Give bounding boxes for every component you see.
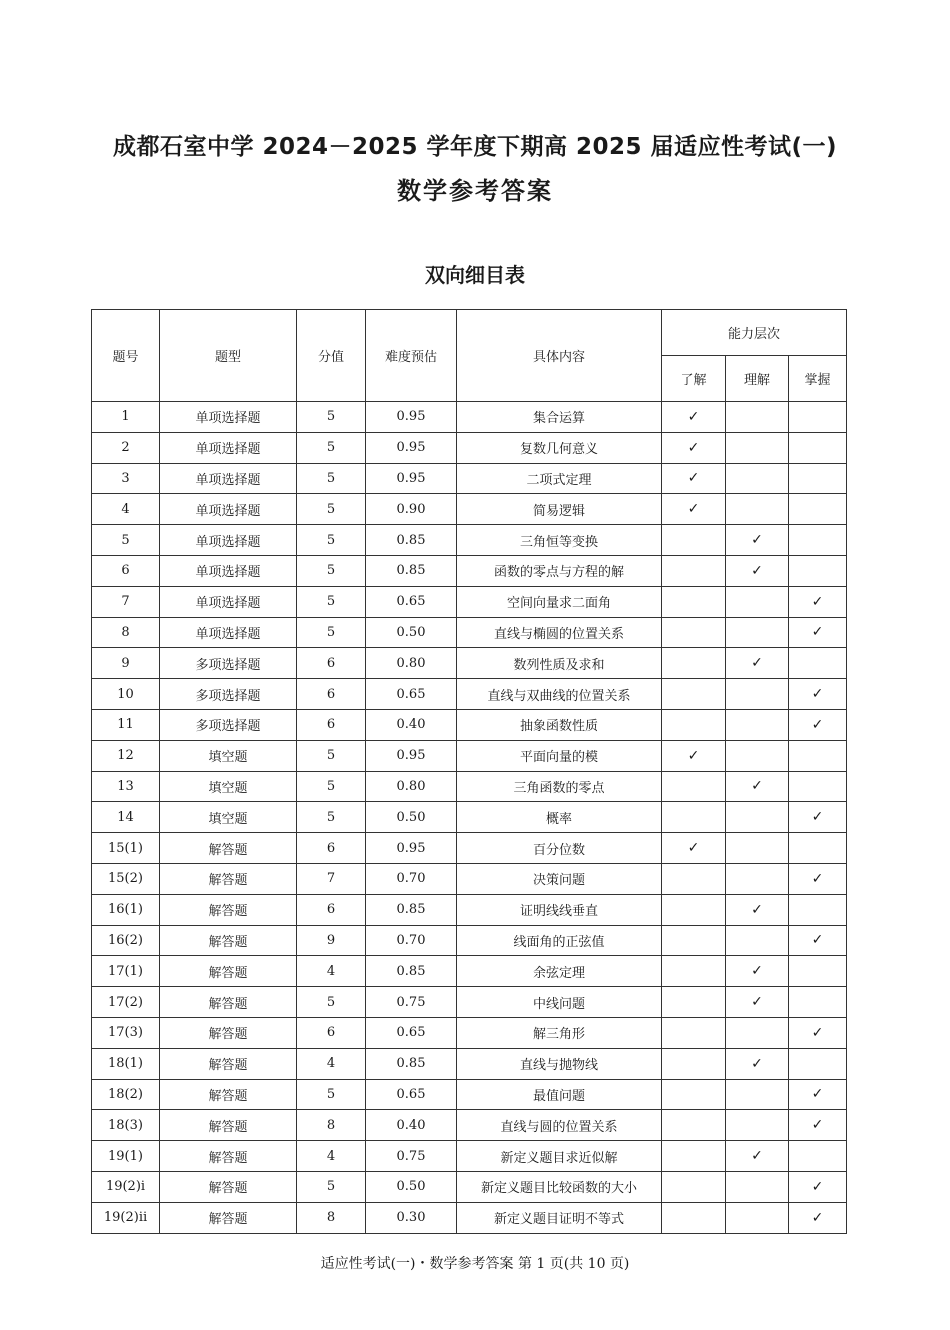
cell-understand (662, 709, 726, 740)
check-mark-icon: ✓ (751, 963, 763, 980)
cell-comprehend (726, 987, 789, 1018)
cell-master (789, 555, 847, 586)
cell-comprehend (726, 1202, 789, 1233)
cell-difficulty: 0.50 (366, 617, 457, 648)
cell-type: 解答题 (160, 1048, 297, 1079)
table-row (92, 494, 847, 525)
cell-score: 6 (297, 1017, 366, 1048)
cell-score: 5 (297, 740, 366, 771)
table-body (92, 402, 847, 1234)
cell-master (789, 432, 847, 463)
cell-content: 新定义题目求近似解 (457, 1141, 662, 1172)
cell-content: 直线与抛物线 (457, 1048, 662, 1079)
check-mark-icon: ✓ (751, 901, 763, 918)
cell-score: 5 (297, 1079, 366, 1110)
table-title: 双向细目表 (425, 263, 525, 287)
cell-no: 19(1) (92, 1141, 160, 1172)
cell-score: 8 (297, 1202, 366, 1233)
table-row (92, 833, 847, 864)
check-mark-icon: ✓ (751, 655, 763, 672)
cell-no: 8 (92, 617, 160, 648)
cell-understand (662, 1017, 726, 1048)
cell-difficulty: 0.85 (366, 555, 457, 586)
cell-comprehend (726, 494, 789, 525)
check-mark-icon: ✓ (811, 1209, 824, 1226)
cell-understand (662, 679, 726, 710)
header-difficulty: 难度预估 (366, 310, 457, 402)
cell-type: 单项选择题 (160, 555, 297, 586)
page-footer: 适应性考试(一)・数学参考答案 第 1 页(共 10 页) (320, 1256, 630, 1272)
cell-content: 决策问题 (457, 863, 662, 894)
cell-type: 多项选择题 (160, 648, 297, 679)
specification-table (91, 309, 847, 1234)
check-mark-icon: ✓ (811, 716, 824, 733)
cell-score: 5 (297, 525, 366, 556)
cell-type: 解答题 (160, 956, 297, 987)
cell-understand (662, 1048, 726, 1079)
cell-type: 单项选择题 (160, 617, 297, 648)
check-mark-icon: ✓ (811, 686, 824, 703)
cell-score: 7 (297, 863, 366, 894)
check-mark-icon: ✓ (687, 840, 700, 857)
cell-no: 4 (92, 494, 160, 525)
check-mark-icon: ✓ (751, 778, 763, 795)
cell-comprehend (726, 1171, 789, 1202)
cell-type: 解答题 (160, 863, 297, 894)
check-mark-icon: ✓ (811, 624, 824, 641)
cell-master (789, 1079, 847, 1110)
check-mark-icon: ✓ (751, 1055, 763, 1072)
cell-master (789, 863, 847, 894)
cell-difficulty: 0.65 (366, 586, 457, 617)
cell-comprehend (726, 679, 789, 710)
cell-difficulty: 0.95 (366, 432, 457, 463)
cell-score: 5 (297, 463, 366, 494)
cell-type: 解答题 (160, 1141, 297, 1172)
cell-master (789, 586, 847, 617)
cell-difficulty: 0.80 (366, 648, 457, 679)
cell-score: 4 (297, 1141, 366, 1172)
cell-difficulty: 0.65 (366, 1017, 457, 1048)
cell-understand (662, 525, 726, 556)
cell-score: 5 (297, 432, 366, 463)
cell-difficulty: 0.70 (366, 925, 457, 956)
cell-no: 15(2) (92, 863, 160, 894)
table-row (92, 987, 847, 1018)
cell-master (789, 771, 847, 802)
cell-understand (662, 432, 726, 463)
cell-content: 新定义题目比较函数的大小 (457, 1171, 662, 1202)
cell-comprehend (726, 894, 789, 925)
cell-master (789, 925, 847, 956)
header-type: 题型 (160, 310, 297, 402)
cell-no: 16(1) (92, 894, 160, 925)
cell-master (789, 1017, 847, 1048)
check-mark-icon: ✓ (811, 1178, 824, 1195)
header-content: 具体内容 (457, 310, 662, 402)
cell-understand (662, 402, 726, 433)
check-mark-icon: ✓ (811, 593, 824, 610)
table-row (92, 555, 847, 586)
cell-score: 5 (297, 987, 366, 1018)
cell-content: 新定义题目证明不等式 (457, 1202, 662, 1233)
cell-no: 14 (92, 802, 160, 833)
cell-content: 简易逻辑 (457, 494, 662, 525)
cell-type: 单项选择题 (160, 432, 297, 463)
cell-content: 直线与双曲线的位置关系 (457, 679, 662, 710)
cell-difficulty: 0.40 (366, 709, 457, 740)
cell-understand (662, 987, 726, 1018)
cell-master (789, 956, 847, 987)
cell-content: 解三角形 (457, 1017, 662, 1048)
check-mark-icon: ✓ (811, 809, 824, 826)
cell-type: 单项选择题 (160, 463, 297, 494)
table-row (92, 432, 847, 463)
cell-score: 5 (297, 402, 366, 433)
cell-master (789, 802, 847, 833)
cell-content: 三角恒等变换 (457, 525, 662, 556)
cell-score: 6 (297, 833, 366, 864)
cell-comprehend (726, 586, 789, 617)
cell-type: 填空题 (160, 740, 297, 771)
check-mark-icon: ✓ (811, 1086, 824, 1103)
cell-score: 6 (297, 679, 366, 710)
table-row (92, 648, 847, 679)
cell-difficulty: 0.95 (366, 463, 457, 494)
cell-type: 解答题 (160, 894, 297, 925)
cell-difficulty: 0.85 (366, 525, 457, 556)
cell-difficulty: 0.70 (366, 863, 457, 894)
cell-master (789, 740, 847, 771)
cell-content: 概率 (457, 802, 662, 833)
header-comprehend: 理解 (726, 356, 789, 402)
cell-comprehend (726, 802, 789, 833)
cell-difficulty: 0.30 (366, 1202, 457, 1233)
table-row (92, 1202, 847, 1233)
check-mark-icon: ✓ (751, 1148, 763, 1165)
cell-content: 复数几何意义 (457, 432, 662, 463)
cell-understand (662, 863, 726, 894)
cell-understand (662, 956, 726, 987)
cell-comprehend (726, 1079, 789, 1110)
table-row (92, 1017, 847, 1048)
cell-comprehend (726, 648, 789, 679)
cell-difficulty: 0.50 (366, 802, 457, 833)
cell-no: 16(2) (92, 925, 160, 956)
cell-type: 填空题 (160, 771, 297, 802)
cell-type: 多项选择题 (160, 709, 297, 740)
cell-master (789, 1048, 847, 1079)
cell-understand (662, 1079, 726, 1110)
cell-comprehend (726, 956, 789, 987)
cell-no: 19(2)ⅰ (92, 1171, 160, 1202)
cell-score: 5 (297, 802, 366, 833)
cell-comprehend (726, 617, 789, 648)
cell-type: 解答题 (160, 987, 297, 1018)
cell-understand (662, 894, 726, 925)
cell-score: 4 (297, 956, 366, 987)
cell-content: 二项式定理 (457, 463, 662, 494)
cell-comprehend (726, 525, 789, 556)
cell-master (789, 402, 847, 433)
cell-comprehend (726, 771, 789, 802)
cell-type: 解答题 (160, 833, 297, 864)
cell-type: 解答题 (160, 1110, 297, 1141)
table-row (92, 894, 847, 925)
cell-master (789, 617, 847, 648)
cell-understand (662, 555, 726, 586)
table-row (92, 617, 847, 648)
cell-difficulty: 0.85 (366, 894, 457, 925)
cell-no: 17(3) (92, 1017, 160, 1048)
cell-master (789, 894, 847, 925)
check-mark-icon: ✓ (811, 1024, 824, 1041)
cell-score: 5 (297, 586, 366, 617)
check-mark-icon: ✓ (811, 870, 824, 887)
cell-score: 5 (297, 494, 366, 525)
table-row (92, 586, 847, 617)
cell-content: 中线问题 (457, 987, 662, 1018)
check-mark-icon: ✓ (751, 994, 763, 1011)
cell-content: 集合运算 (457, 402, 662, 433)
cell-score: 8 (297, 1110, 366, 1141)
cell-no: 9 (92, 648, 160, 679)
cell-understand (662, 833, 726, 864)
cell-no: 18(3) (92, 1110, 160, 1141)
table-row (92, 771, 847, 802)
check-mark-icon: ✓ (687, 501, 700, 518)
cell-comprehend (726, 1048, 789, 1079)
cell-type: 单项选择题 (160, 586, 297, 617)
table-row (92, 1048, 847, 1079)
table-row (92, 925, 847, 956)
exam-title: 成都石室中学 2024－2025 学年度下期高 2025 届适应性考试(一) (112, 134, 838, 160)
header-ability: 能力层次 (662, 310, 847, 356)
cell-understand (662, 1202, 726, 1233)
cell-type: 单项选择题 (160, 402, 297, 433)
check-mark-icon: ✓ (811, 1117, 824, 1134)
cell-understand (662, 1141, 726, 1172)
cell-type: 填空题 (160, 802, 297, 833)
cell-comprehend (726, 1110, 789, 1141)
cell-content: 百分位数 (457, 833, 662, 864)
table-row (92, 740, 847, 771)
header-score: 分值 (297, 310, 366, 402)
table-row (92, 402, 847, 433)
cell-difficulty: 0.85 (366, 956, 457, 987)
cell-comprehend (726, 709, 789, 740)
cell-type: 单项选择题 (160, 525, 297, 556)
cell-master (789, 1171, 847, 1202)
cell-master (789, 1110, 847, 1141)
cell-understand (662, 925, 726, 956)
cell-master (789, 525, 847, 556)
cell-comprehend (726, 555, 789, 586)
table-row (92, 1079, 847, 1110)
table-row (92, 863, 847, 894)
document-title: 数学参考答案 (397, 177, 553, 205)
table-row (92, 802, 847, 833)
cell-master (789, 1141, 847, 1172)
table-row (92, 525, 847, 556)
cell-understand (662, 740, 726, 771)
cell-understand (662, 1171, 726, 1202)
cell-understand (662, 802, 726, 833)
cell-no: 10 (92, 679, 160, 710)
cell-type: 解答题 (160, 1017, 297, 1048)
cell-score: 6 (297, 894, 366, 925)
cell-difficulty: 0.95 (366, 740, 457, 771)
cell-score: 6 (297, 648, 366, 679)
cell-comprehend (726, 863, 789, 894)
cell-content: 直线与圆的位置关系 (457, 1110, 662, 1141)
cell-score: 5 (297, 1171, 366, 1202)
cell-no: 3 (92, 463, 160, 494)
cell-score: 9 (297, 925, 366, 956)
cell-difficulty: 0.65 (366, 679, 457, 710)
check-mark-icon: ✓ (687, 470, 700, 487)
cell-no: 12 (92, 740, 160, 771)
cell-master (789, 833, 847, 864)
check-mark-icon: ✓ (751, 532, 763, 549)
cell-score: 5 (297, 771, 366, 802)
cell-difficulty: 0.95 (366, 402, 457, 433)
cell-comprehend (726, 432, 789, 463)
check-mark-icon: ✓ (751, 562, 763, 579)
cell-comprehend (726, 1141, 789, 1172)
table-row (92, 463, 847, 494)
cell-difficulty: 0.65 (366, 1079, 457, 1110)
cell-score: 5 (297, 555, 366, 586)
cell-difficulty: 0.80 (366, 771, 457, 802)
table-row (92, 709, 847, 740)
cell-difficulty: 0.75 (366, 987, 457, 1018)
cell-no: 19(2)ⅱ (92, 1202, 160, 1233)
cell-understand (662, 494, 726, 525)
cell-content: 最值问题 (457, 1079, 662, 1110)
cell-difficulty: 0.90 (366, 494, 457, 525)
header-no: 题号 (92, 310, 160, 402)
header-master: 掌握 (789, 356, 847, 402)
cell-master (789, 709, 847, 740)
check-mark-icon: ✓ (687, 439, 700, 456)
table-row (92, 1110, 847, 1141)
cell-understand (662, 771, 726, 802)
cell-comprehend (726, 740, 789, 771)
cell-master (789, 648, 847, 679)
cell-master (789, 463, 847, 494)
cell-type: 解答题 (160, 925, 297, 956)
cell-content: 证明线线垂直 (457, 894, 662, 925)
cell-no: 11 (92, 709, 160, 740)
cell-type: 解答题 (160, 1079, 297, 1110)
cell-difficulty: 0.75 (366, 1141, 457, 1172)
cell-content: 空间向量求二面角 (457, 586, 662, 617)
cell-score: 5 (297, 617, 366, 648)
cell-master (789, 1202, 847, 1233)
cell-score: 4 (297, 1048, 366, 1079)
table-row (92, 679, 847, 710)
cell-content: 函数的零点与方程的解 (457, 555, 662, 586)
cell-no: 17(1) (92, 956, 160, 987)
cell-content: 数列性质及求和 (457, 648, 662, 679)
cell-understand (662, 463, 726, 494)
cell-no: 18(2) (92, 1079, 160, 1110)
cell-content: 三角函数的零点 (457, 771, 662, 802)
check-mark-icon: ✓ (811, 932, 824, 949)
cell-content: 直线与椭圆的位置关系 (457, 617, 662, 648)
cell-difficulty: 0.50 (366, 1171, 457, 1202)
table-row (92, 1141, 847, 1172)
header-understand: 了解 (662, 356, 726, 402)
cell-understand (662, 648, 726, 679)
cell-score: 6 (297, 709, 366, 740)
cell-type: 解答题 (160, 1171, 297, 1202)
cell-content: 线面角的正弦值 (457, 925, 662, 956)
table-row (92, 1171, 847, 1202)
cell-comprehend (726, 1017, 789, 1048)
cell-no: 2 (92, 432, 160, 463)
cell-comprehend (726, 925, 789, 956)
cell-no: 15(1) (92, 833, 160, 864)
cell-content: 余弦定理 (457, 956, 662, 987)
check-mark-icon: ✓ (687, 408, 700, 425)
cell-difficulty: 0.85 (366, 1048, 457, 1079)
cell-master (789, 987, 847, 1018)
cell-understand (662, 1110, 726, 1141)
cell-comprehend (726, 463, 789, 494)
cell-difficulty: 0.40 (366, 1110, 457, 1141)
cell-type: 解答题 (160, 1202, 297, 1233)
cell-comprehend (726, 833, 789, 864)
cell-content: 抽象函数性质 (457, 709, 662, 740)
cell-no: 5 (92, 525, 160, 556)
cell-no: 7 (92, 586, 160, 617)
cell-no: 18(1) (92, 1048, 160, 1079)
check-mark-icon: ✓ (687, 747, 700, 764)
cell-no: 1 (92, 402, 160, 433)
cell-comprehend (726, 402, 789, 433)
cell-content: 平面向量的模 (457, 740, 662, 771)
cell-type: 单项选择题 (160, 494, 297, 525)
cell-type: 多项选择题 (160, 679, 297, 710)
cell-no: 13 (92, 771, 160, 802)
cell-understand (662, 617, 726, 648)
cell-no: 6 (92, 555, 160, 586)
cell-difficulty: 0.95 (366, 833, 457, 864)
table-row (92, 956, 847, 987)
cell-master (789, 679, 847, 710)
cell-no: 17(2) (92, 987, 160, 1018)
cell-understand (662, 586, 726, 617)
cell-master (789, 494, 847, 525)
